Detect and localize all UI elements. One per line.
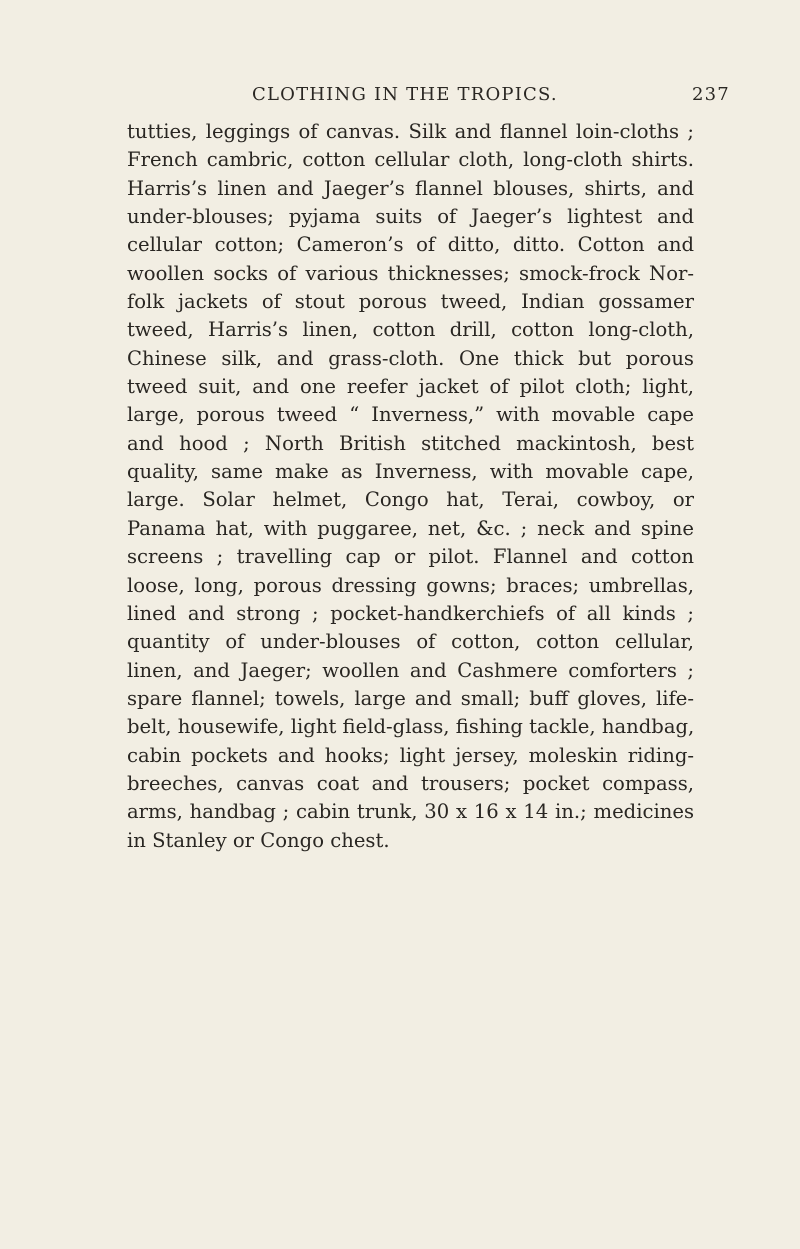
text-line: lined and strong ; pocket-handkerchiefs of all kinds ;	[127, 601, 694, 625]
text-line: arms, handbag ; cabin trunk, 30 x 16 x 14 in.; medicines	[127, 800, 694, 824]
text-line: large, porous tweed “ Inverness,” with movable cape	[127, 403, 694, 427]
page-number: 237	[692, 84, 730, 105]
text-line: breeches, canvas coat and trousers; pocket compass,	[127, 771, 694, 795]
text-line: loose, long, porous dressing gowns; braces; umbrellas,	[127, 573, 694, 597]
running-title: CLOTHING IN THE TROPICS.	[252, 84, 558, 105]
body-text	[127, 118, 694, 855]
text-line: in Stanley or Congo chest.	[127, 828, 390, 852]
text-line: woollen socks of various thicknesses; smock-frock Nor-	[127, 261, 694, 285]
text-line: Panama hat, with puggaree, net, &c. ; neck and spine	[127, 516, 694, 540]
text-line: Chinese silk, and grass-cloth. One thick but porous	[127, 346, 694, 370]
text-line: large. Solar helmet, Congo hat, Terai, cowboy, or	[127, 488, 694, 512]
text-line: tutties, leggings of canvas. Silk and flannel loin-cloths ;	[127, 120, 694, 143]
text-line: and hood ; North British stitched mackintosh, best	[127, 431, 694, 455]
text-line: under-blouses; pyjama suits of Jaeger’s lightest and	[127, 205, 694, 229]
text-line: cellular cotton; Cameron’s of ditto, ditto. Cotton and	[127, 233, 694, 257]
text-line: screens ; travelling cap or pilot. Flannel and cotton	[127, 545, 694, 569]
text-line: belt, housewife, light field-glass, fishing tackle, handbag,	[127, 715, 695, 739]
text-line: French cambric, cotton cellular cloth, long-cloth shirts.	[127, 148, 694, 172]
running-head	[0, 84, 800, 114]
text-line: spare flannel; towels, large and small; buff gloves, life-	[127, 686, 694, 710]
text-line: tweed suit, and one reefer jacket of pilot cloth; light,	[127, 375, 694, 399]
text-line: tweed, Harris’s linen, cotton drill, cotton long-cloth,	[127, 318, 694, 342]
text-line: linen, and Jaeger; woollen and Cashmere comforters ;	[127, 658, 694, 682]
text-line: quality, same make as Inverness, with movable cape,	[127, 460, 694, 484]
text-line: folk jackets of stout porous tweed, Indian gossamer	[127, 290, 694, 314]
text-line: Harris’s linen and Jaeger’s flannel blouses, shirts, and	[127, 176, 694, 200]
text-line: cabin pockets and hooks; light jersey, moleskin riding-	[127, 743, 694, 767]
text-line: quantity of under-blouses of cotton, cotton cellular,	[127, 630, 694, 654]
